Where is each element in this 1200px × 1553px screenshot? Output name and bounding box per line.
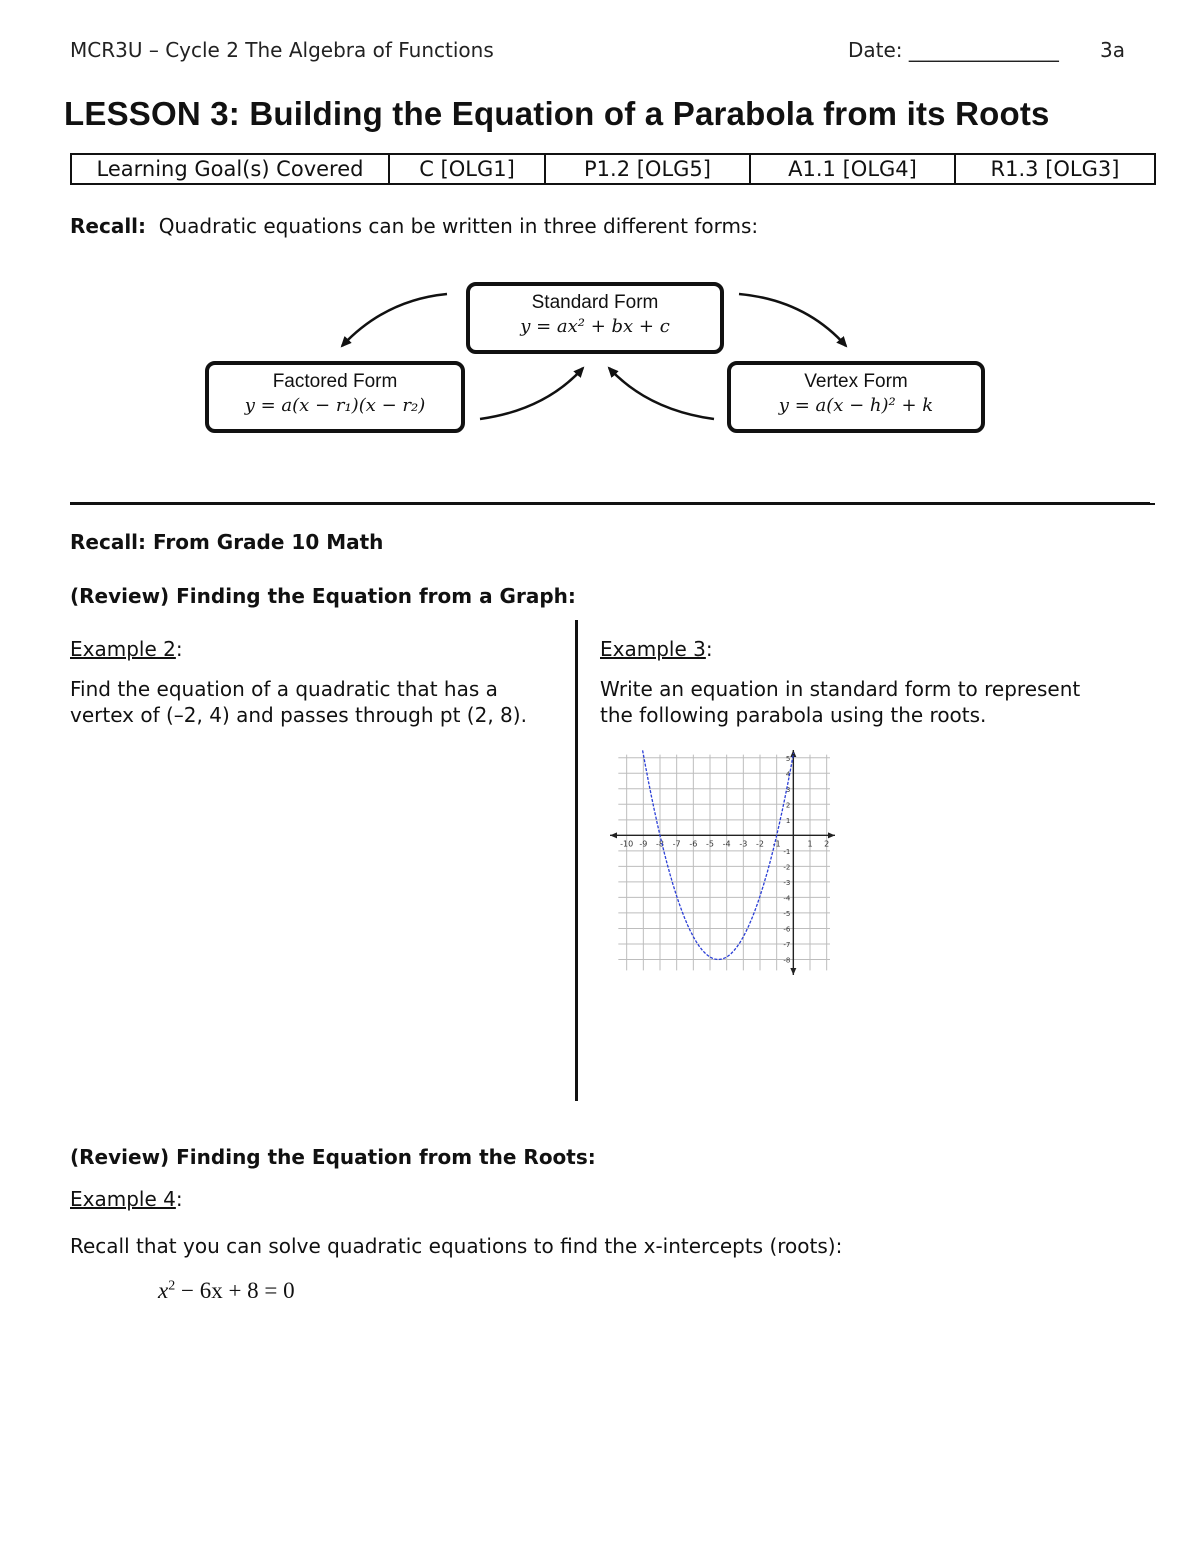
y-tick-label: -3 [783, 878, 791, 887]
x-tick-label: -1 [772, 839, 781, 849]
standard-form-label: Standard Form [531, 292, 659, 313]
y-tick-label: 1 [785, 816, 791, 825]
x-axis-arrow-right [828, 832, 835, 838]
equation-var: x [158, 1278, 169, 1303]
goals-cell: A1.1 [OLG4] [750, 154, 955, 184]
x-tick-label: -3 [739, 839, 748, 849]
example3-text [600, 676, 1080, 728]
arrow-standard-to-vertex [739, 294, 846, 346]
x-tick-label: 1 [807, 839, 813, 849]
x-tick-label: -6 [689, 839, 698, 849]
y-tick-label: -1 [783, 847, 791, 856]
y-tick-label: 3 [785, 785, 791, 794]
example3-line: Write an equation in standard form to represent [600, 677, 1081, 701]
column-divider [575, 620, 578, 1101]
goals-cell: Learning Goal(s) Covered [71, 154, 389, 184]
y-tick-label: -5 [783, 909, 791, 918]
x-tick-label: -10 [620, 839, 634, 849]
x-tick-label: -2 [756, 839, 764, 849]
example2-line: vertex of (–2, 4) and passes through pt (2, 8). [70, 703, 527, 727]
factored-form-formula: y = a(x − r₁)(x − r₂) [244, 395, 426, 416]
y-tick-label: 4 [785, 770, 791, 779]
x-tick-label: -7 [672, 839, 681, 849]
y-tick-label: 2 [785, 801, 791, 810]
example2-text [70, 676, 527, 728]
parabola-graph [600, 740, 860, 990]
course-header: MCR3U – Cycle 2 The Algebra of Functions [70, 38, 494, 62]
example2-colon: : [175, 637, 183, 661]
forms-arrows [0, 0, 1200, 460]
y-tick-label: -2 [783, 863, 791, 872]
quadratic-equation [158, 1278, 295, 1304]
factored-form-label: Factored Form [272, 371, 398, 392]
x-axis-arrow-left [610, 832, 617, 838]
date-field: Date: _______________ [848, 38, 1059, 62]
example2-heading [70, 637, 183, 661]
x-tick-label: -4 [722, 839, 731, 849]
divider-tail [1150, 503, 1155, 505]
y-tick-label: -6 [783, 925, 791, 934]
arrow-standard-to-factored [342, 294, 447, 346]
arrow-vertex-to-standard [609, 368, 714, 419]
goals-cell: R1.3 [OLG3] [955, 154, 1155, 184]
equation-rest: − 6x + 8 = 0 [175, 1278, 295, 1303]
x-tick-label: -8 [656, 839, 664, 849]
vertex-form-formula: y = a(x − h)² + k [778, 395, 934, 416]
example3-label: Example 3 [600, 637, 706, 661]
y-tick-label: 5 [785, 754, 791, 763]
section-heading-graph: (Review) Finding the Equation from a Graph: [70, 584, 576, 608]
x-tick-label: -5 [706, 839, 714, 849]
equation-exp: 2 [168, 1278, 176, 1294]
y-tick-label: -8 [783, 956, 791, 965]
x-tick-label: -9 [639, 839, 648, 849]
y-axis-arrow-down [790, 968, 796, 975]
goals-cell: P1.2 [OLG5] [545, 154, 750, 184]
example3-colon: : [705, 637, 713, 661]
x-tick-label: 2 [824, 839, 830, 849]
example4-heading [70, 1187, 183, 1211]
example4-text: Recall that you can solve quadratic equations to find the x-intercepts (roots): [70, 1234, 843, 1258]
recall-label: Recall: [70, 214, 147, 238]
lesson-title: LESSON 3: Building the Equation of a Parabola from its Roots [64, 95, 1050, 132]
example4-colon: : [175, 1187, 183, 1211]
example2-label: Example 2 [70, 637, 176, 661]
arrow-factored-to-standard [480, 368, 583, 419]
vertex-form-label: Vertex Form [804, 371, 908, 392]
section-divider [70, 502, 1150, 505]
standard-form-formula: y = ax² + bx + c [520, 316, 670, 337]
example3-heading [600, 637, 713, 661]
example2-line: Find the equation of a quadratic that has a [70, 677, 498, 701]
example3-line: the following parabola using the roots. [600, 703, 987, 727]
goals-cell: C [OLG1] [389, 154, 545, 184]
y-tick-label: -7 [783, 940, 791, 949]
recall-grade10: Recall: From Grade 10 Math [70, 530, 384, 554]
section-heading-roots: (Review) Finding the Equation from the Roots: [70, 1145, 596, 1169]
y-tick-label: -4 [783, 894, 791, 903]
example4-label: Example 4 [70, 1187, 176, 1211]
page-id: 3a [1100, 38, 1125, 62]
recall-text: Quadratic equations can be written in three different forms: [158, 214, 759, 238]
